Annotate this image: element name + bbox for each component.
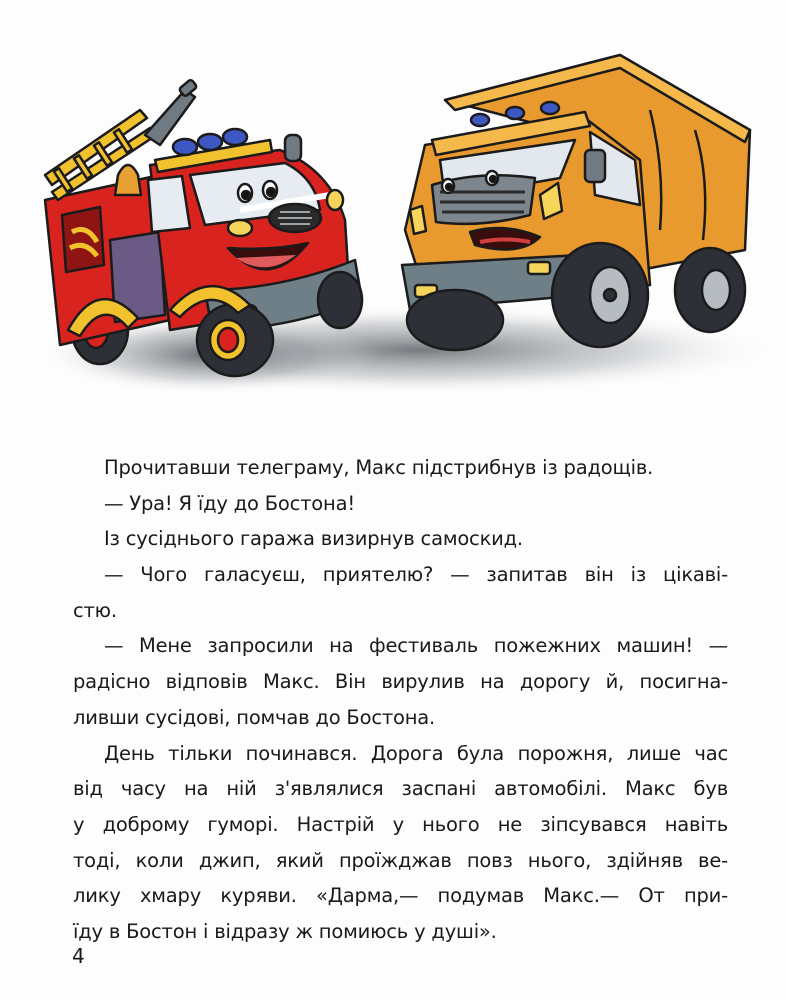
story-line: Із сусіднього гаража визирнув самоскид. [104,527,523,551]
dump-truck [402,55,750,350]
illustration [0,0,786,420]
story-line: День тільки починався. Дорога була порожня, лише час [104,741,728,765]
story-line: лику хмару куряви. «Дарма,— подумав Макс.— От при- [73,884,728,908]
story-line: — Мене запросили на фестиваль пожежних машин! — [104,634,728,658]
story-line: стю. [73,598,117,622]
story-line: від часу на ній з'являлися заспані автомобілі. Макс був [73,777,728,801]
story-line: Прочитавши телеграму, Макс підстрибнув із радощів. [104,456,654,479]
story-line: — Чого галасуєш, приятелю? — запитав він із цікаві- [104,563,728,587]
story-line: радісно відповів Макс. Він вирулив на дорогу й, посигна- [73,670,728,694]
story-line: їду в Бостон і відразу ж помиюсь у душі». [73,919,497,943]
story-line: ливши сусідові, помчав до Бостона. [73,705,436,729]
page-number: 4 [72,944,85,968]
story-line: у доброму гуморі. Настрій у нього не зіпсувався навіть [73,812,728,836]
story-line: — Ура! Я їду до Бостона! [104,491,355,515]
story-text [73,450,728,950]
story-line: тоді, коли джип, який проїжджав повз нього, здійняв ве- [73,848,728,872]
